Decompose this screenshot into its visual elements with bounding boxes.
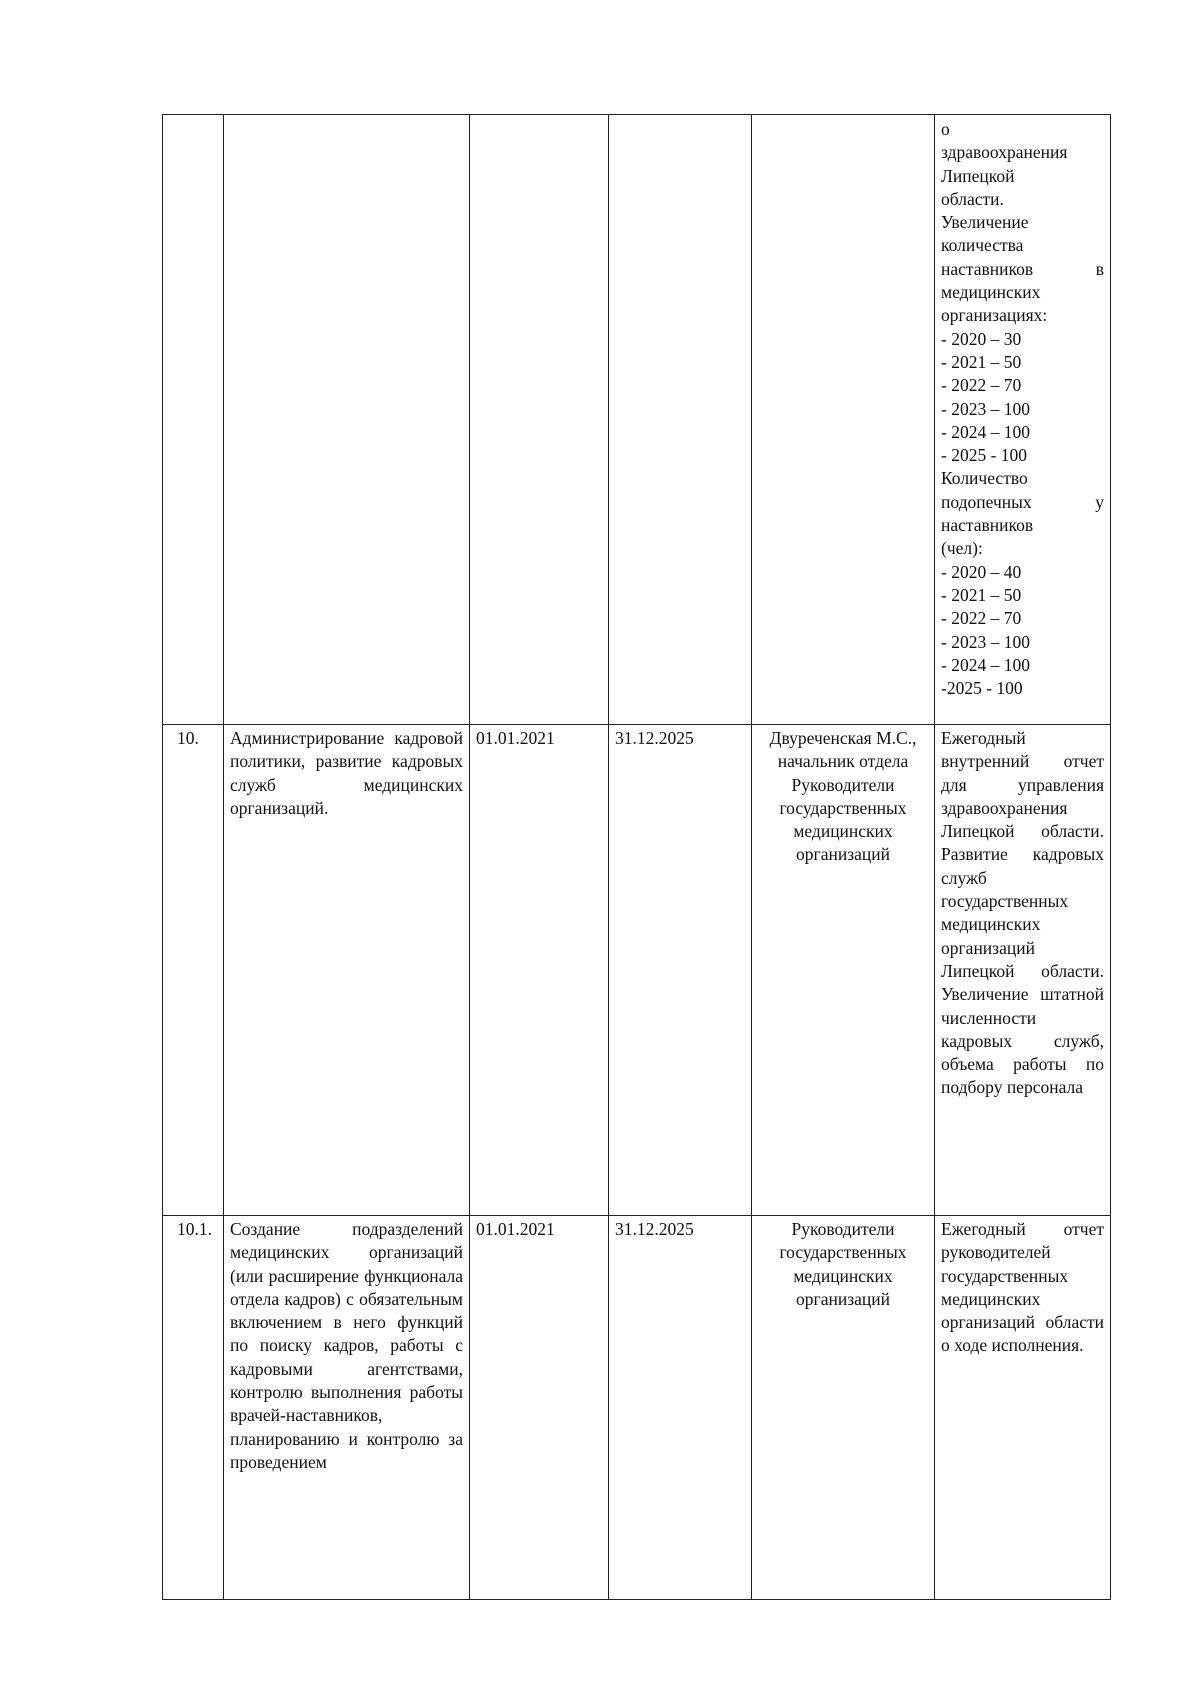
result-line: здравоохранения xyxy=(941,142,1068,163)
result-line: - 2025 - 100 xyxy=(941,445,1028,466)
result-line: - 2021 – 50 xyxy=(941,584,1022,605)
result-line: - 2020 – 40 xyxy=(941,561,1022,582)
result-line: Количество xyxy=(941,468,1028,489)
result-line: области. xyxy=(941,188,1004,209)
responsible-cell xyxy=(752,115,935,725)
event-cell: Создание подразделений медицинских организаций (или расширение функционала отдела кадров) с обязательным включением в него функций по поиску кадров, работы с кадровыми агентствами, контролю выполнения работы врачей-наставников, планированию и контролю за проведением xyxy=(224,1216,470,1600)
event-cell: Администрирование кадровой политики, развитие кадровых служб медицинских организаций. xyxy=(224,725,470,1216)
result-cell: Ежегодный внутренний отчет для управления здравоохранения Липецкой области. Развитие кадровых служб государственных медицинских организаций Липецкой области. Увеличение штатной численности кадровых служб, объема работы по подбору персонала xyxy=(935,725,1111,1216)
result-line: - 2023 – 100 xyxy=(941,631,1030,652)
row-number-cell xyxy=(163,115,224,725)
result-cell xyxy=(935,115,1111,725)
result-line: организациях: xyxy=(941,305,1048,326)
result-line: - 2024 – 100 xyxy=(941,654,1030,675)
result-line: наставников в xyxy=(941,258,1104,279)
result-line: - 2024 – 100 xyxy=(941,421,1030,442)
start-date-cell: 01.01.2021 xyxy=(470,725,609,1216)
row-number-cell: 10. xyxy=(163,725,224,1216)
result-line: наставников xyxy=(941,515,1034,536)
result-line: о xyxy=(941,119,950,139)
table-row xyxy=(163,115,1111,725)
end-date-cell: 31.12.2025 xyxy=(609,725,752,1216)
end-date-cell xyxy=(609,115,752,725)
result-line: - 2023 – 100 xyxy=(941,398,1030,419)
result-line: медицинских xyxy=(941,282,1041,303)
start-date-cell: 01.01.2021 xyxy=(470,1216,609,1600)
result-line: подопечных у xyxy=(941,491,1104,512)
end-date-cell: 31.12.2025 xyxy=(609,1216,752,1600)
plan-table xyxy=(162,114,1111,1600)
table-row xyxy=(163,1216,1111,1600)
responsible-cell: Руководители государственных медицинских организаций xyxy=(752,1216,935,1600)
result-cell: Ежегодный отчет руководителей государственных медицинских организаций области о ходе исполнения. xyxy=(935,1216,1111,1600)
result-line: - 2022 – 70 xyxy=(941,608,1022,629)
result-line: Липецкой xyxy=(941,165,1015,186)
result-line: - 2021 – 50 xyxy=(941,351,1022,372)
result-line: (чел): xyxy=(941,538,983,559)
table-row xyxy=(163,725,1111,1216)
result-line: количества xyxy=(941,235,1024,256)
event-cell xyxy=(224,115,470,725)
start-date-cell xyxy=(470,115,609,725)
responsible-cell: Двуреченская М.С., начальник отдела Руководители государственных медицинских организаций xyxy=(752,725,935,1216)
result-line: -2025 - 100 xyxy=(941,678,1023,699)
result-line: - 2020 – 30 xyxy=(941,328,1022,349)
row-number-cell: 10.1. xyxy=(163,1216,224,1600)
result-line: Увеличение xyxy=(941,212,1029,233)
result-line: - 2022 – 70 xyxy=(941,375,1022,396)
